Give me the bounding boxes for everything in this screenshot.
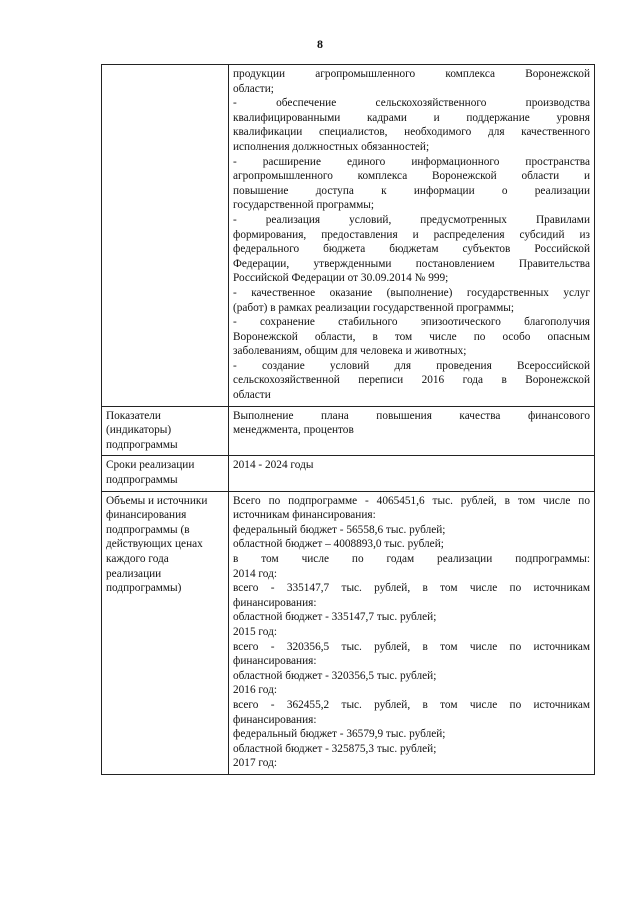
financing-content-cell [229, 491, 595, 774]
terms-label-cell [102, 456, 229, 491]
indicators-label-line: подпрограммы [106, 438, 178, 451]
goals-line: - обеспечение сельскохозяйственного производства [233, 97, 590, 110]
financing-row [102, 491, 595, 774]
indicators-line: менеджмента, процентов [233, 424, 354, 437]
financing-label [106, 494, 224, 596]
financing-line: Всего по подпрограмме - 4065451,6 тыс. рублей, в том числе по [233, 494, 590, 507]
indicators-label-line: Показатели [106, 409, 161, 422]
terms-label-line: подпрограммы [106, 474, 178, 487]
terms-label [106, 458, 224, 487]
terms-content-cell [229, 456, 595, 491]
goals-list [233, 67, 590, 403]
goals-line: формирования, предоставления и распределения субсидий из [233, 228, 590, 241]
financing-line: источникам финансирования: [233, 509, 376, 522]
financing-text [233, 494, 590, 771]
goals-line: квалифицированными кадрами и поддержание уровня [233, 111, 590, 124]
financing-line: 2016 год: [233, 684, 277, 697]
goals-line: исполнения должностных обязанностей; [233, 140, 430, 153]
financing-line: в том числе по годам реализации подпрограммы: [233, 553, 590, 565]
goals-line: - качественное оказание (выполнение) государственных услуг [233, 286, 590, 299]
financing-label-line: каждого года [106, 553, 169, 565]
financing-line: областной бюджет – 4008893,0 тыс. рублей; [233, 538, 444, 551]
financing-line: областной бюджет - 335147,7 тыс. рублей; [233, 611, 437, 624]
indicators-line: Выполнение плана повышения качества финансового [233, 409, 590, 422]
terms-value: 2014 - 2024 годы [233, 459, 314, 472]
goals-line: области; [233, 82, 274, 95]
terms-label-line: Сроки реализации [106, 459, 195, 472]
goals-line: области [233, 389, 271, 402]
goals-line: заболеваниям, общим для человека и животных; [233, 345, 467, 358]
indicators-label-line: (индикаторы) [106, 424, 172, 437]
goals-content-cell [229, 65, 595, 407]
goals-line: - сохранение стабильного эпизоотического благополучия [233, 316, 590, 329]
financing-label-line: Объемы и источники [106, 494, 208, 507]
goals-line: Воронежской области, в том числе по особо опасным [233, 330, 590, 343]
goals-line: государственной программы; [233, 199, 375, 212]
financing-line: областной бюджет - 320356,5 тыс. рублей; [233, 669, 437, 682]
indicators-label [106, 409, 224, 453]
indicators-label-cell [102, 406, 229, 456]
financing-line: 2017 год: [233, 757, 277, 770]
goals-line: федерального бюджета бюджетам субъектов Российской [233, 243, 590, 256]
goals-line: повышение доступа к информации о реализации [233, 184, 590, 197]
financing-label-line: реализации [106, 567, 162, 580]
financing-line: всего - 335147,7 тыс. рублей, в том числе по источникам [233, 582, 590, 595]
financing-line: 2014 год: [233, 567, 277, 580]
page-number: 8 [317, 37, 323, 51]
financing-line: областной бюджет - 325875,3 тыс. рублей; [233, 742, 437, 755]
goals-line: - реализация условий, предусмотренных Правилами [233, 213, 590, 226]
financing-label-line: подпрограммы) [106, 582, 182, 595]
terms-row [102, 456, 595, 491]
financing-label-line: финансирования [106, 509, 187, 522]
passport-table [101, 64, 595, 775]
financing-line: всего - 362455,2 тыс. рублей, в том числе по источникам [233, 698, 590, 711]
goals-label-cell [102, 65, 229, 407]
financing-label-line: подпрограммы (в [106, 523, 190, 536]
financing-line: 2015 год: [233, 625, 277, 638]
financing-line: всего - 320356,5 тыс. рублей, в том числе по источникам [233, 640, 590, 653]
goals-line: - расширение единого информационного пространства [233, 155, 590, 168]
financing-line: федеральный бюджет - 56558,6 тыс. рублей; [233, 523, 446, 536]
goals-line: Российской Федерации от 30.09.2014 № 999; [233, 272, 449, 285]
indicators-content-cell [229, 406, 595, 456]
financing-label-line: действующих ценах [106, 538, 203, 551]
goals-line: продукции агропромышленного комплекса Воронежской [233, 68, 590, 80]
goals-line: - создание условий для проведения Всероссийской [233, 359, 590, 372]
financing-line: финансирования: [233, 596, 317, 609]
goals-row [102, 65, 595, 407]
indicators-text [233, 409, 590, 438]
goals-line: сельскохозяйственной переписи 2016 года в Воронежской [233, 374, 590, 387]
financing-label-cell [102, 491, 229, 774]
indicators-row [102, 406, 595, 456]
goals-line: квалификации специалистов, необходимого для качественного [233, 126, 590, 139]
goals-line: агропромышленного комплекса Воронежской области и [233, 170, 590, 183]
financing-line: финансирования: [233, 713, 317, 726]
financing-line: федеральный бюджет - 36579,9 тыс. рублей; [233, 728, 446, 741]
financing-line: финансирования: [233, 655, 317, 668]
goals-line: (работ) в рамках реализации государственной программы; [233, 301, 515, 314]
goals-line: Федерации, утвержденными постановлением Правительства [233, 257, 590, 270]
